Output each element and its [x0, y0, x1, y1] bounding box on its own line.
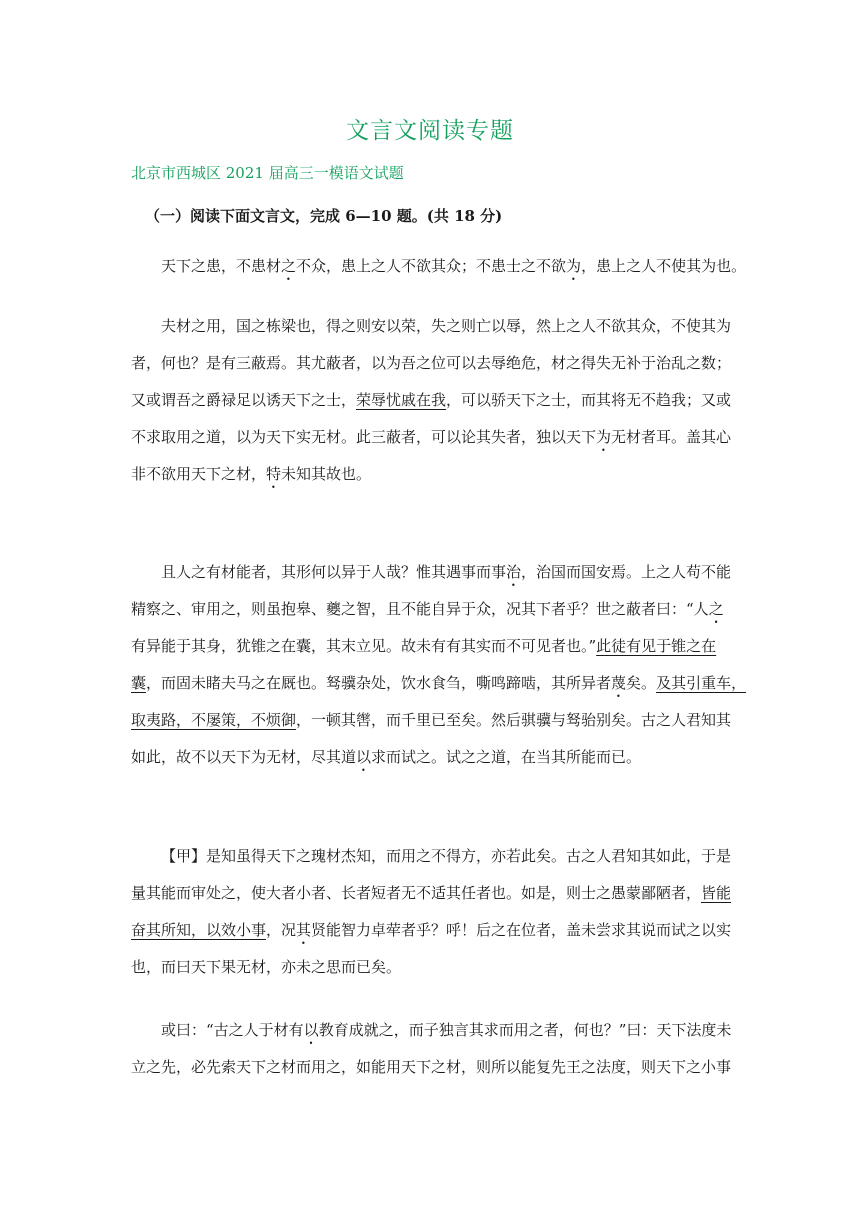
- paragraph-line: [131, 308, 731, 345]
- text-run: 者，何也？是有三蔽焉。其尤蔽者，以为吾之位可以去辱绝危，材之得失无补于治乱之数；: [131, 354, 732, 372]
- paragraph-line: [131, 875, 731, 912]
- text-run: 天下之患，不患材: [161, 257, 282, 275]
- paragraph-line: [131, 628, 731, 665]
- paragraph-line: [131, 456, 731, 493]
- emphasized-character: 之: [281, 257, 297, 275]
- text-run: ，治国而国安焉。上之人苟不能: [521, 563, 732, 581]
- paragraph-line: [131, 702, 731, 739]
- text-run: 也，而曰天下果无材，亦未之思而已矣。: [131, 958, 402, 976]
- text-run: 且人之有材能者，其形何以异于人哉？惟其遇事而事: [161, 563, 507, 581]
- text-run: 贤能智力卓荦者乎？呼！后之在位者，盖未尝求其说而试之以实: [311, 921, 732, 939]
- paragraph-line: [131, 345, 731, 382]
- paragraph-line: [131, 1012, 731, 1049]
- underlined-phrase: 此徒有见于锥之在: [596, 637, 717, 655]
- paragraph-line: [131, 949, 731, 986]
- text-run: ，一顿其辔，而千里已至矣。然后骐骥与驽骀别矣。古之人君知其: [296, 711, 732, 729]
- paragraph-line: [131, 739, 731, 776]
- text-run: ，可以骄天下之士，而其将无不趋我；又或: [446, 391, 732, 409]
- text-run: 精察之、审用之，则虽抱皋、夔之智，且不能自异于众，况其下者乎？世之蔽者曰：“人: [131, 600, 709, 618]
- paragraph-line: [131, 248, 747, 285]
- text-run: 求而试之。试之之道，在当其所能而已。: [371, 748, 642, 766]
- emphasized-character: 为: [566, 257, 582, 275]
- emphasized-character: 其: [296, 921, 312, 939]
- emphasized-character: 之: [708, 600, 724, 618]
- passage-paragraph-2: [131, 308, 731, 493]
- underlined-phrase: 及其引重车，: [656, 674, 747, 692]
- paragraph-line: [131, 419, 731, 456]
- passage-paragraph-3: [131, 554, 747, 776]
- text-run: ，而固未睹夫马之在厩也。驽骥杂处，饮水食刍，嘶鸣蹄啮，其所异者: [146, 674, 612, 692]
- text-run: 量其能而审处之，使大者小者、长者短者无不适其任者也。如是，则士之愚蒙鄙陋者，: [131, 884, 702, 902]
- paragraph-line: [131, 912, 731, 949]
- underlined-phrase: 荣辱忧戚在我: [356, 391, 447, 409]
- text-run: 立之先，必先索天下之材而用之，如能用天下之材，则所以能复先王之法度，则天下之小事: [131, 1058, 732, 1076]
- paragraph-line: [131, 838, 731, 875]
- text-run: 教育成就之，而子独言其求而用之者，何也？”曰：天下法度未: [318, 1021, 732, 1039]
- underlined-phrase: 皆能: [701, 884, 732, 902]
- emphasized-character: 为: [596, 428, 612, 446]
- text-run: ，况: [266, 921, 297, 939]
- emphasized-character: 特: [266, 465, 282, 483]
- exam-source-line: 北京市西城区 2021 届高三一模语文试题: [131, 164, 404, 182]
- paragraph-line: [131, 591, 731, 628]
- text-run: 又或谓吾之爵禄足以诱天下之士，: [131, 391, 357, 409]
- text-run: 未知其故也。: [281, 465, 372, 483]
- paragraph-line: [131, 382, 731, 419]
- paragraph-line: [131, 665, 747, 702]
- emphasized-character: 蔑: [611, 674, 627, 692]
- text-run: 不求取用之道，以为天下实无材。此三蔽者，可以论其失者，独以天下: [131, 428, 597, 446]
- paragraph-line: [131, 554, 731, 591]
- emphasized-character: 以: [303, 1021, 319, 1039]
- passage-paragraph-4: [131, 838, 731, 986]
- text-run: 夫材之用，国之栋梁也，得之则安以荣，失之则亡以辱，然上之人不欲其众，不使其为: [161, 317, 732, 335]
- underlined-phrase: 囊: [131, 674, 147, 692]
- text-run: 【甲】是知虽得天下之瑰材杰知，而用之不得方，亦若此矣。古之人君知其如此，于是: [161, 847, 732, 865]
- text-run: ，患上之人不使其为也。: [581, 257, 747, 275]
- underlined-phrase: 取夷路，不屡策，不烦御: [131, 711, 297, 729]
- passage-paragraph-1: [131, 248, 747, 285]
- text-run: 不众，患上之人不欲其众；不患士之不欲: [296, 257, 567, 275]
- document-title: 文言文阅读专题: [346, 118, 514, 144]
- text-run: 无材者耳。盖其心: [611, 428, 732, 446]
- paragraph-line: [131, 1049, 731, 1086]
- text-run: 非不欲用天下之材，: [131, 465, 267, 483]
- text-run: 如此，故不以天下为无材，尽其道: [131, 748, 357, 766]
- emphasized-character: 以: [356, 748, 372, 766]
- emphasized-character: 治: [506, 563, 522, 581]
- section-heading: （一）阅读下面文言文，完成 6—10 题。(共 18 分): [145, 207, 503, 225]
- text-run: 有异能于其身，犹锥之在囊，其末立见。故未有有其实而不可见者也。”: [131, 637, 597, 655]
- underlined-phrase: 奋其所知，以效小事: [131, 921, 267, 939]
- passage-paragraph-5: [131, 1012, 731, 1086]
- text-run: 或曰：“古之人于材有: [161, 1021, 304, 1039]
- text-run: 矣。: [626, 674, 657, 692]
